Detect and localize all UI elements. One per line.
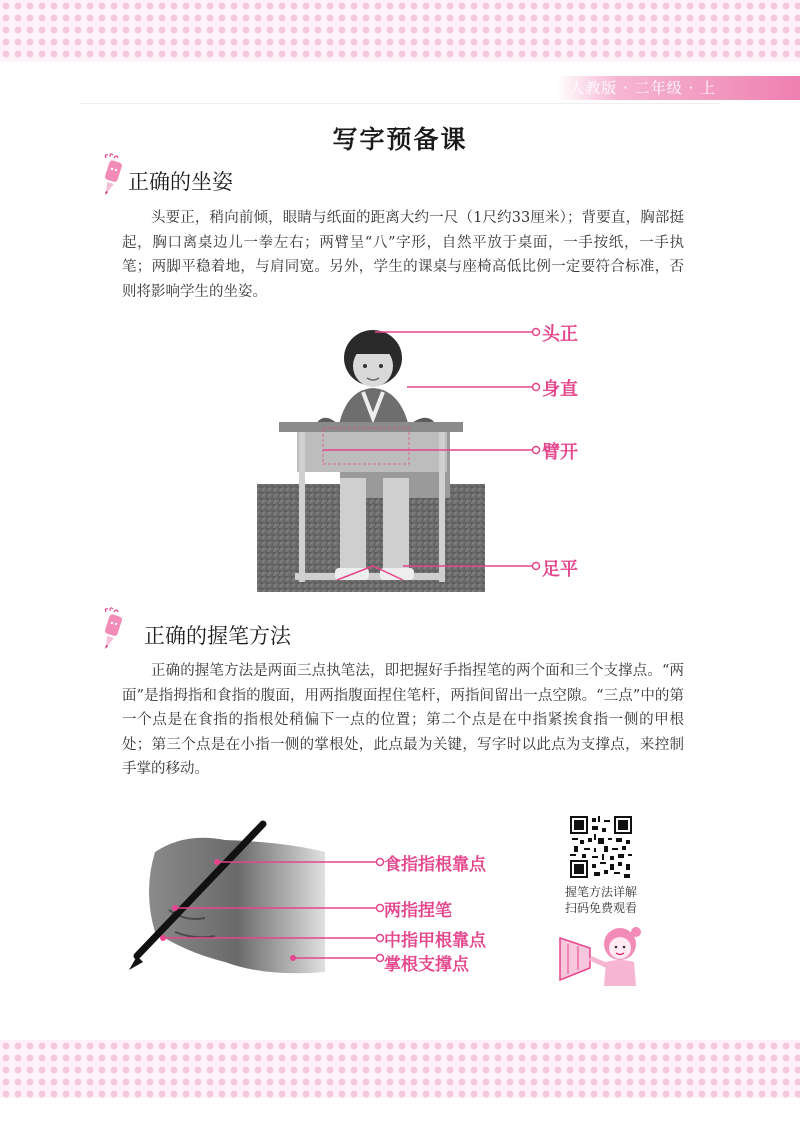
label-body-straight: 身直 [542, 379, 578, 400]
label-feet-flat: 足平 [542, 559, 578, 580]
qr-caption-line1: 握笔方法详解 [564, 885, 637, 899]
desk-top [279, 422, 463, 432]
paragraph-sitting: 头要正，稍向前倾，眼睛与纸面的距离大约一尺（1尺约33厘米）；背要直，胸部挺起，胸口离桌边儿一拳左右；两臂呈“八”字形，自然平放于桌面，一手按纸，一手执笔；两脚平稳着地，与肩同宽。另外，学生的课桌与座椅高低比例一定要符合标准，否则将影响学生的坐姿。 [122, 210, 684, 300]
label-two-finger-grip: 两指捏笔 [384, 901, 452, 921]
label-index-root: 食指指根靠点 [384, 855, 486, 875]
label-palm-support: 掌根支撑点 [384, 955, 469, 975]
sitting-posture-illustration [255, 318, 635, 600]
label-arms-open: 臂开 [542, 442, 578, 463]
label-middle-nail-root: 中指甲根靠点 [384, 931, 486, 951]
page-title: 写字预备课 [332, 125, 468, 154]
top-dot-border [0, 0, 800, 62]
header-rule [80, 103, 720, 104]
edition-label: 人教版 · 二年级 · 上 [569, 79, 716, 97]
section-title-sitting: 正确的坐姿 [128, 170, 233, 194]
pencil-mascot-icon [100, 606, 136, 652]
qr-caption-line2: 扫码免费观看 [564, 901, 637, 915]
megaphone-girl-icon [556, 918, 648, 990]
paragraph-grip: 正确的握笔方法是两面三点执笔法，即把握好手指捏笔的两个面和三个支撑点。“两面”是指拇指和食指的腹面，用两指腹面捏住笔杆，两指间留出一点空隙。“三点”中的第一个点是在食指的指根处稍偏下一点的位置；第二个点是在中指紧挨食指一侧的甲根处；第三个点是在小指一侧的掌根处，此点最为关键，写字时以此点为支撑点，来控制手掌的移动。 [122, 663, 684, 777]
bottom-dot-border [0, 1040, 800, 1098]
section-title-grip: 正确的握笔方法 [144, 624, 291, 648]
qr-code[interactable] [568, 814, 634, 880]
section-heading-sitting [100, 152, 400, 198]
label-head-straight: 头正 [542, 324, 578, 345]
section-heading-grip [100, 606, 400, 652]
